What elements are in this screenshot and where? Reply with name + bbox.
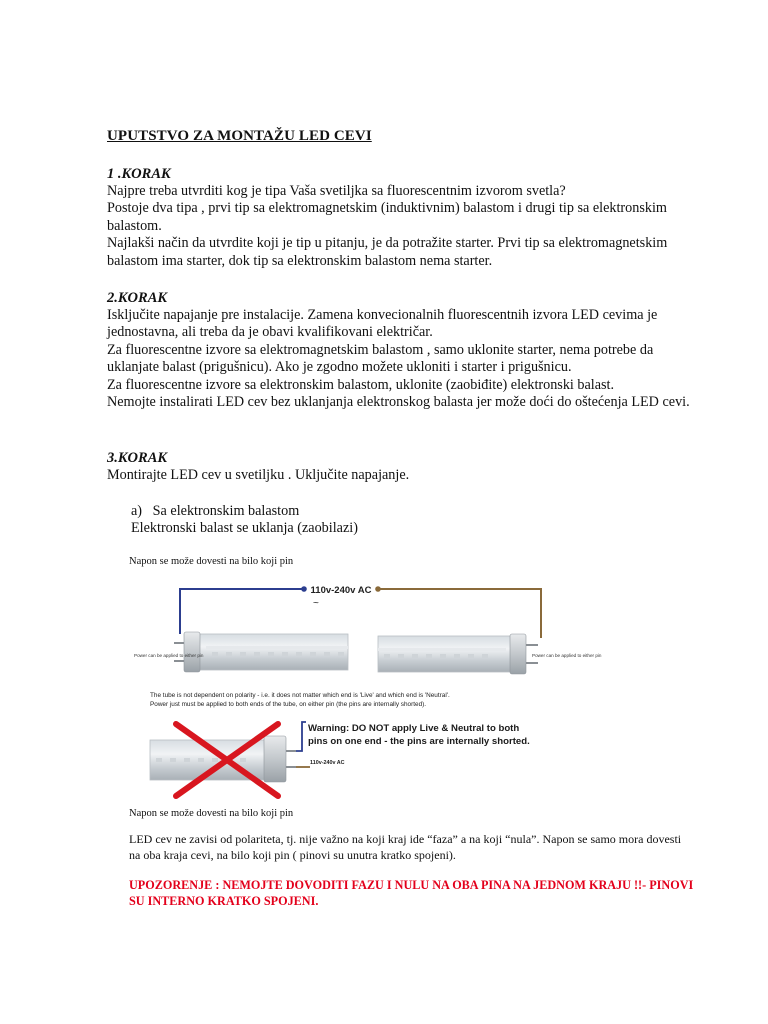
polarity-note-line2: Power just must be applied to both ends of the tube, on either pin (the pins are internally shorted). [150,701,427,708]
power-note-right: Power can be applied to either pin [532,653,602,658]
step-2-line: Za fluorescentne izvore sa elektronskim balastom, uklonite (zaobiđite) elektronski balast. [107,376,615,393]
step-3-line: Montirajte LED cev u svetiljku . Uključite napajanje. [107,467,410,483]
step-1-section [107,166,707,270]
step-1-line: Najpre treba utvrditi kog je tipa Vaša svetiljka sa fluorescentnim izvorom svetla? [107,183,566,199]
led-tube-left [174,632,348,672]
wiring-diagram [130,572,602,804]
voltage-label-small: 110v-240v AC [310,760,345,766]
sub-item-a [131,503,358,538]
step-1-line: Najlakši način da utvrdite koji je tip u pitanju, je da potražite starter. Prvi tip sa elektromagnetskim balastom ima starter, dok tip sa elektronskim balastom nema starter. [107,235,668,269]
step-1-line: Postoje dva tipa , prvi tip sa elektromagnetskim (induktivnim) balastom i drugi tip sa elektronskim balastom. [107,200,667,234]
sub-item-detail: Elektronski balast se uklanja (zaobilazi) [131,520,358,537]
caption-top: Napon se može dovesti na bilo koji pin [129,556,294,567]
voltage-label: 110v-240v AC [310,585,372,596]
sub-item-label: Sa elektronskim balastom [152,503,300,519]
brown-wire [378,589,541,638]
wire-terminal-dot [301,586,307,592]
step-2-section [107,290,707,411]
blue-wire-short [296,722,306,751]
figure-warning-line2: pins on one end - the pins are internally shorted. [308,736,530,747]
step-2-line: Isključite napajanje pre instalacije. Zamena konvecionalnih fluorescentnih izvora LED cevima je jednostavna, ali treba da je obavi kvalifikovani električar. [107,307,658,341]
step-3-section [107,450,707,484]
step-2-line: Nemojte instalirati LED cev bez uklanjanja elektronskog balasta jer može doći do oštećenja LED cevi. [107,394,690,411]
sub-item-marker: a) [131,503,143,519]
caption-bottom: Napon se može dovesti na bilo koji pin [129,808,294,819]
power-note-left: Power can be applied to either pin [134,653,204,658]
blue-wire [180,589,304,634]
led-tube-right [378,634,538,674]
step-1-heading: 1 .KORAK [107,166,171,182]
wire-terminal-dot [375,586,381,592]
step-2-line: Za fluorescentne izvore sa elektromagnetskim balastom , samo uklonite starter, nema potrebe da uklanjate balast (prigušnicu). Ako je zgodno možete ukloniti i starter i prigušnicu. [107,341,654,376]
step-2-heading: 2.KORAK [107,290,168,306]
tilde-symbol: ~ [313,598,319,609]
document-title: UPUTSTVO ZA MONTAŽU LED CEVI [107,128,372,144]
figure-warning-line1: Warning: DO NOT apply Live & Neutral to both [308,723,520,734]
warning-text: UPOZORENJE : NEMOJTE DOVODITI FAZU I NULU NA OBA PINA NA JEDNOM KRAJU !!- PINOVI SU INTERNO KRATKO SPOJENI. [129,878,694,908]
polarity-note: LED cev ne zavisi od polariteta, tj. nije važno na koji kraj ide “faza” a na koji “nula”. Napon se samo mora dovesti na oba kraja cevi, na bilo koji pin ( pinovi su unutra kratko spojeni). [129,832,682,862]
polarity-note-line1: The tube is not dependent on polarity - i.e. it does not matter which end is 'Live' and which end is 'Neutral'. [150,692,450,699]
step-3-heading: 3.KORAK [107,450,168,466]
